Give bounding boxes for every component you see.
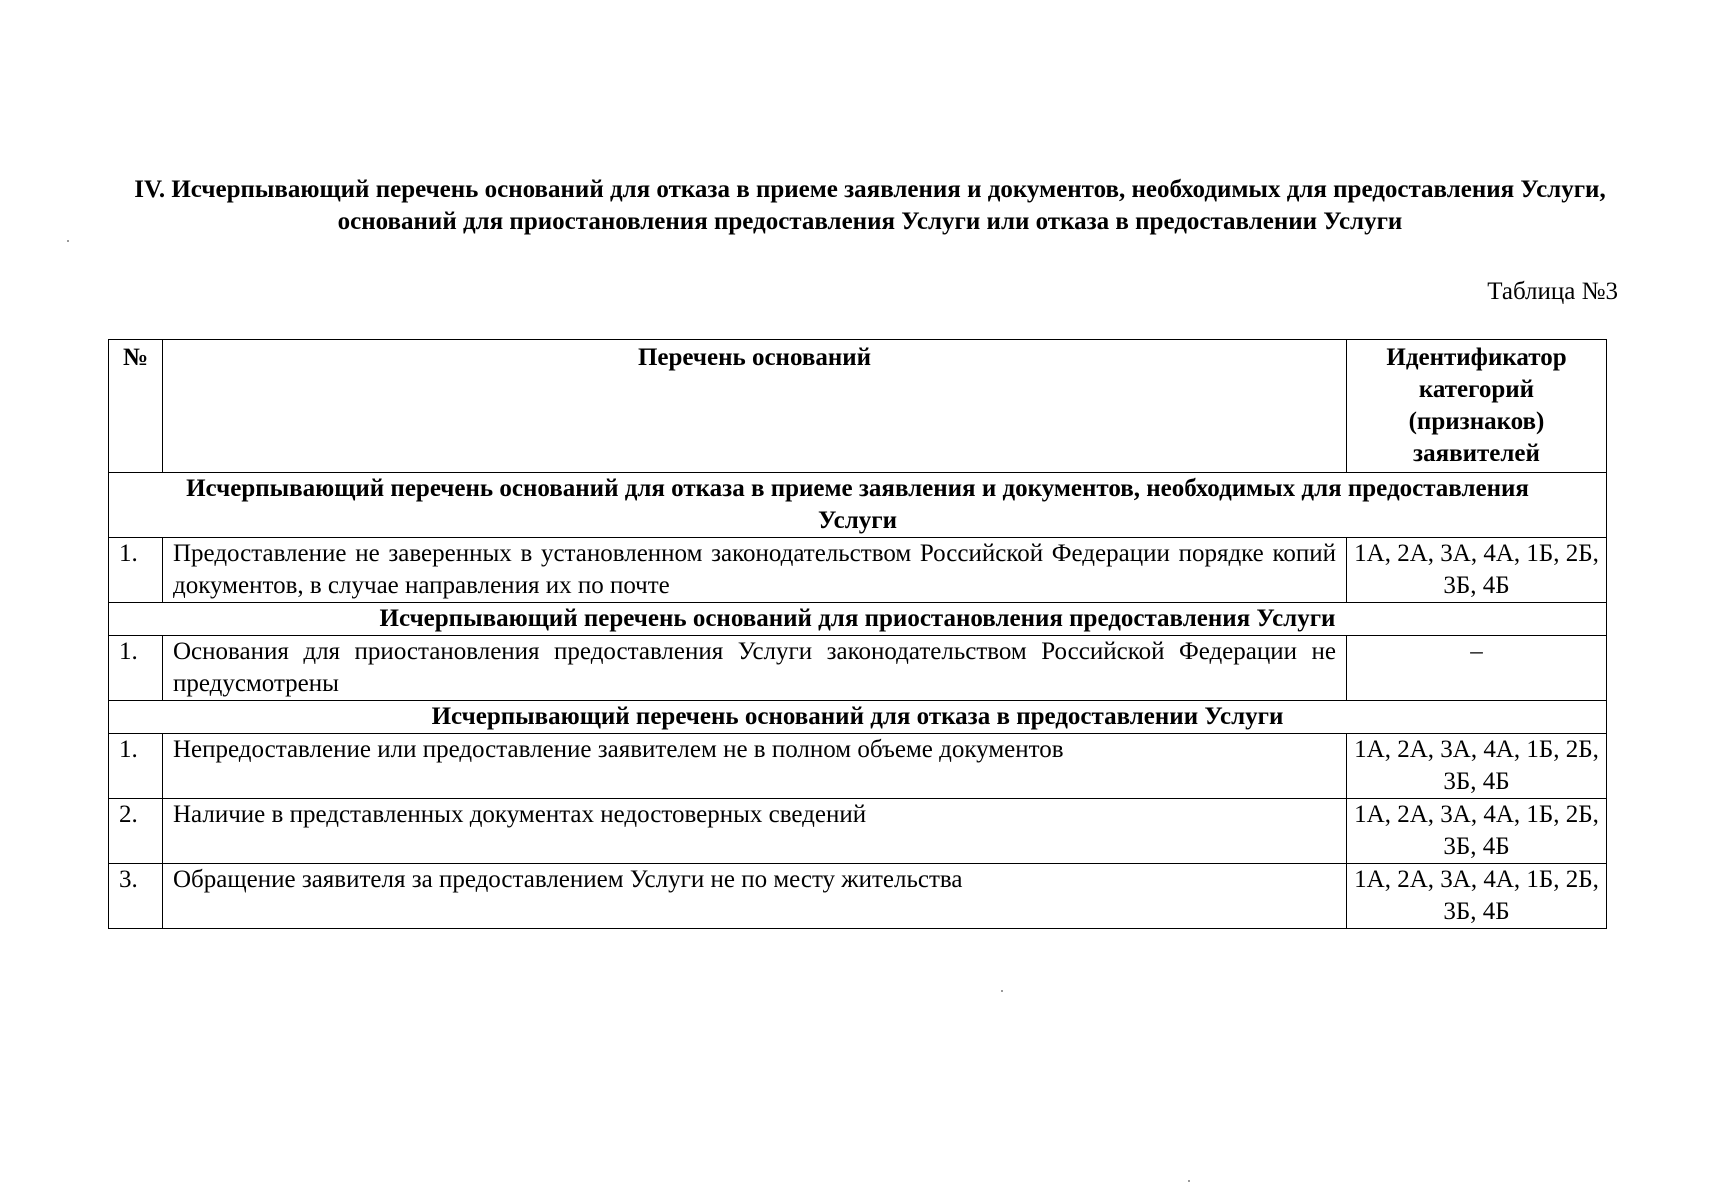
row-category-ids: – (1347, 636, 1607, 701)
group-heading-row (109, 701, 1607, 734)
header-grounds-list: Перечень оснований (163, 340, 1347, 473)
group-heading-row (109, 473, 1607, 538)
table-row (109, 864, 1607, 929)
row-number: 1. (109, 636, 163, 701)
scan-speck (1188, 1180, 1190, 1182)
table-number-label: Таблица №3 (1487, 278, 1618, 305)
row-ground-text: Обращение заявителя за предоставлением Услуги не по месту жительства (163, 864, 1347, 929)
section-heading: IV. Исчерпывающий перечень оснований для отказа в приеме заявления и документов, необходимых для предоставления Услуги, оснований для приостановления предоставления Услуги или отказа в предоставлении Услуги (134, 176, 1606, 235)
row-category-ids: 1А, 2А, 3А, 4А, 1Б, 2Б, 3Б, 4Б (1347, 799, 1607, 864)
row-number: 1. (109, 538, 163, 603)
header-number: № (109, 340, 163, 473)
table-header-row (109, 340, 1607, 473)
row-number: 1. (109, 734, 163, 799)
scan-speck (1001, 990, 1003, 992)
row-ground-text: Непредоставление или предоставление заявителем не в полном объеме документов (163, 734, 1347, 799)
table-row (109, 538, 1607, 603)
row-ground-text: Основания для приостановления предоставления Услуги законодательством Российской Федерации не предусмотрены (163, 636, 1347, 701)
row-number: 2. (109, 799, 163, 864)
row-category-ids: 1А, 2А, 3А, 4А, 1Б, 2Б, 3Б, 4Б (1347, 734, 1607, 799)
group-heading-suspension: Исчерпывающий перечень оснований для приостановления предоставления Услуги (109, 603, 1607, 636)
row-ground-text: Наличие в представленных документах недостоверных сведений (163, 799, 1347, 864)
row-ground-text: Предоставление не заверенных в установленном законодательством Российской Федерации порядке копий документов, в случае направления их по почте (163, 538, 1347, 603)
row-category-ids: 1А, 2А, 3А, 4А, 1Б, 2Б, 3Б, 4Б (1347, 864, 1607, 929)
group-heading-refusal-acceptance: Исчерпывающий перечень оснований для отказа в приеме заявления и документов, необходимых для предоставления Услуги (109, 473, 1607, 538)
table-row (109, 799, 1607, 864)
group-heading-refusal-service: Исчерпывающий перечень оснований для отказа в предоставлении Услуги (109, 701, 1607, 734)
grounds-table (108, 339, 1607, 929)
group-heading-row (109, 603, 1607, 636)
row-category-ids: 1А, 2А, 3А, 4А, 1Б, 2Б, 3Б, 4Б (1347, 538, 1607, 603)
header-applicant-category-id: Идентификатор категорий (признаков) заявителей (1347, 340, 1607, 473)
table-row (109, 636, 1607, 701)
row-number: 3. (109, 864, 163, 929)
table-row (109, 734, 1607, 799)
scan-speck (67, 240, 69, 242)
